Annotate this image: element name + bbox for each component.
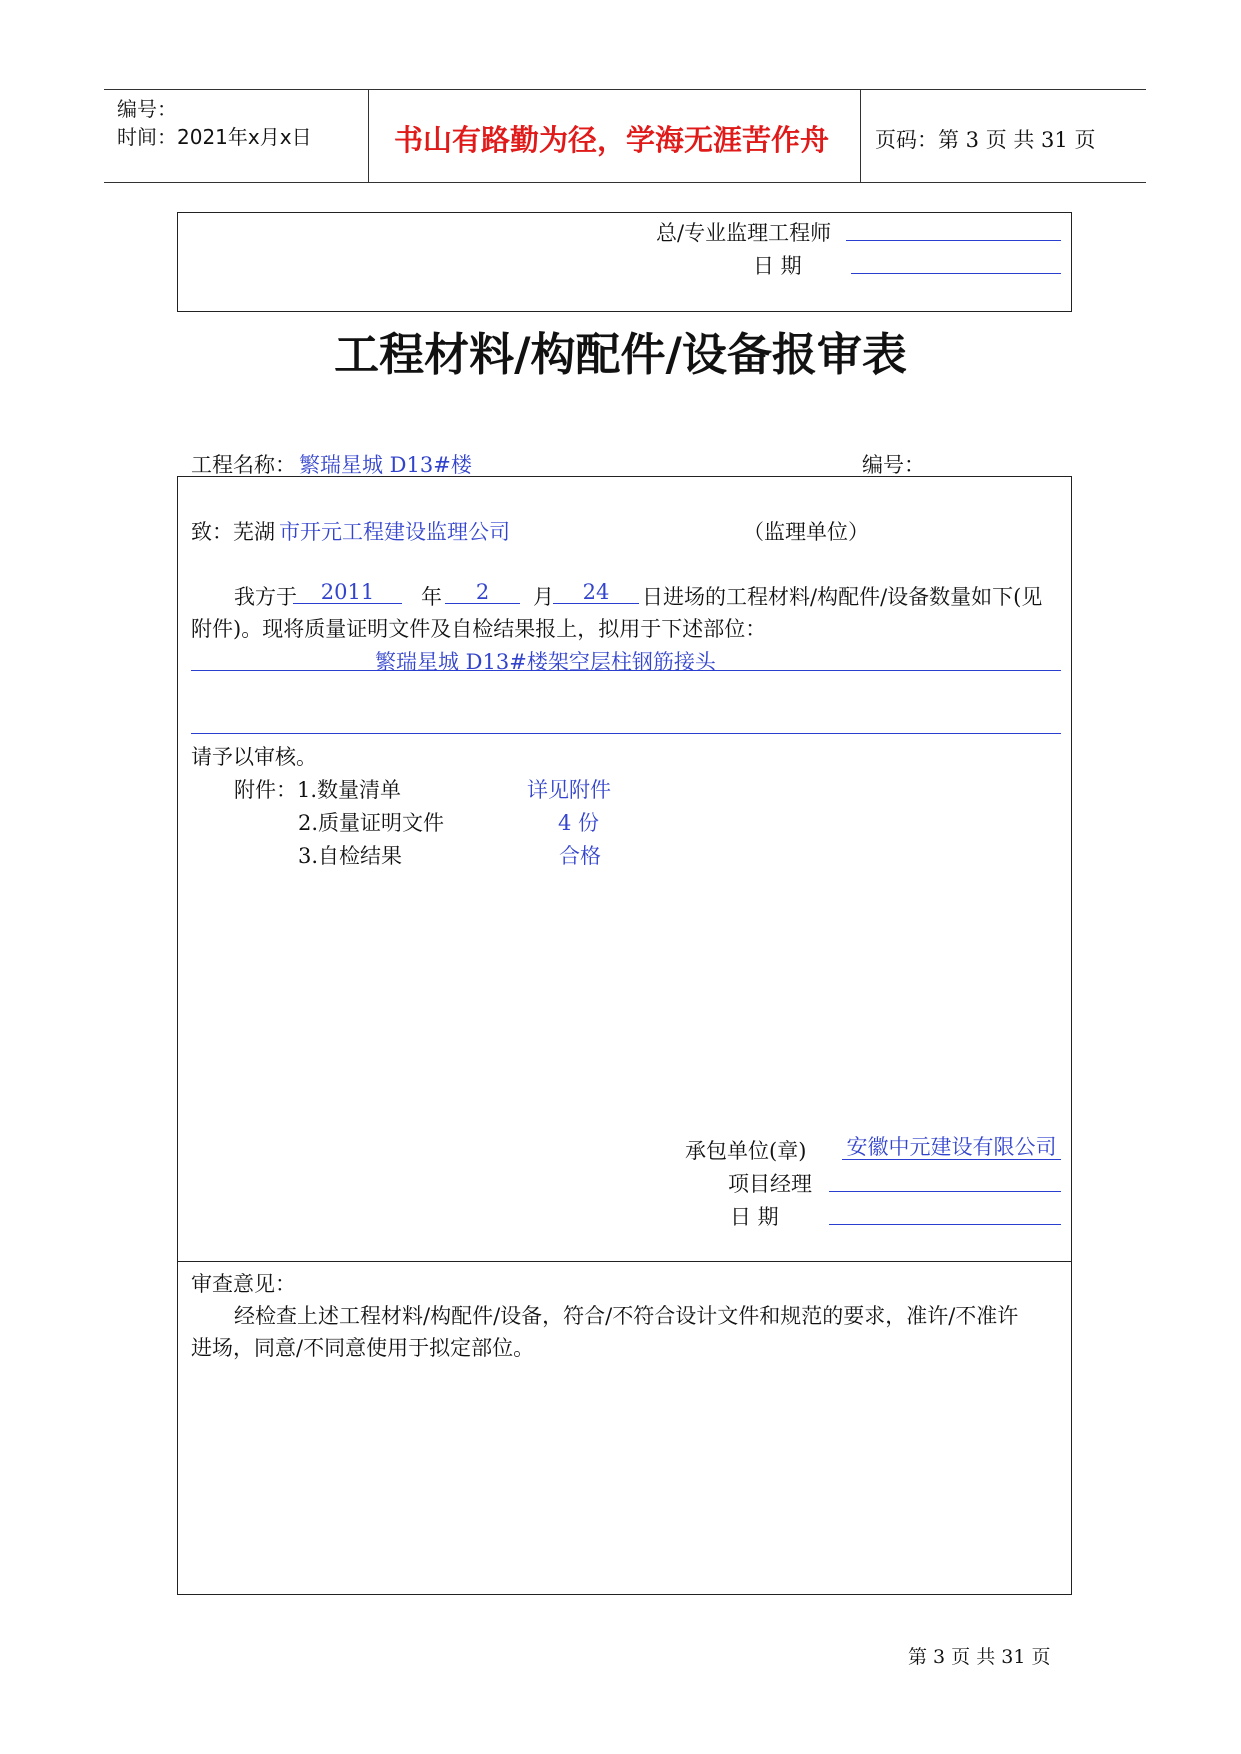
contractor-date-line[interactable] — [829, 1224, 1061, 1225]
location-value: 繁瑞星城 D13#楼架空层柱钢筋接头 — [375, 650, 716, 674]
contractor-label: 承包单位(章) — [685, 1139, 807, 1163]
review-line-1: 经检查上述工程材料/构配件/设备，符合/不符合设计文件和规范的要求，准许/不准许 — [234, 1304, 1019, 1328]
location-line-1[interactable] — [191, 670, 1061, 671]
header-divider-left — [368, 89, 369, 182]
attachment-1-value: 详见附件 — [527, 778, 611, 802]
arrival-year[interactable]: 2011 — [293, 581, 402, 604]
attachment-2-value: 4 份 — [558, 811, 600, 835]
attachment-2-label: 2.质量证明文件 — [298, 811, 445, 835]
header-number-label: 编号： — [117, 97, 177, 121]
location-line-2[interactable] — [191, 733, 1061, 734]
manager-line[interactable] — [829, 1191, 1061, 1192]
review-heading: 审查意见： — [191, 1272, 296, 1296]
para-day-suffix: 日进场的工程材料/构配件/设备数量如下(见 — [642, 585, 1043, 609]
addressee-company: 市开元工程建设监理公司 — [279, 520, 510, 544]
attachment-3-value: 合格 — [559, 844, 601, 868]
header-page-label: 页码：第 3 页 共 31 页 — [875, 128, 1096, 152]
supervisor-engineer-line[interactable] — [846, 240, 1061, 241]
year-label: 年 — [421, 585, 442, 609]
supervisor-box — [177, 212, 1072, 312]
contractor-date-label: 日 期 — [730, 1205, 779, 1229]
review-divider — [178, 1261, 1071, 1262]
addressee-suffix: （监理单位） — [743, 520, 869, 544]
header-bottom-rule — [104, 182, 1146, 183]
attachment-3-label: 3.自检结果 — [298, 844, 403, 868]
addressee-prefix: 致：芜湖 — [191, 520, 275, 544]
para-prefix: 我方于 — [234, 585, 297, 609]
header-top-rule — [104, 89, 1146, 90]
contractor-value[interactable]: 安徽中元建设有限公司 — [842, 1135, 1061, 1160]
review-line-2: 进场，同意/不同意使用于拟定部位。 — [191, 1336, 535, 1360]
page-title: 工程材料/构配件/设备报审表 — [334, 328, 907, 381]
arrival-month[interactable]: 2 — [445, 581, 520, 604]
request-text: 请予以审核。 — [191, 745, 317, 769]
supervisor-engineer-label: 总/专业监理工程师 — [656, 221, 832, 245]
supervisor-date-label: 日 期 — [753, 254, 802, 278]
header-time-label: 时间：2021年x月x日 — [117, 125, 312, 149]
arrival-day[interactable]: 24 — [553, 581, 639, 604]
supervisor-date-line[interactable] — [851, 273, 1061, 274]
attachment-1-label: 附件：1.数量清单 — [234, 778, 402, 802]
header-divider-right — [860, 89, 861, 182]
header-motto: 书山有路勤为径，学海无涯苦作舟 — [394, 123, 830, 157]
para-line2: 附件)。现将质量证明文件及自检结果报上，拟用于下述部位： — [191, 617, 767, 641]
footer-page-number: 第 3 页 共 31 页 — [908, 1646, 1051, 1668]
form-box — [177, 476, 1072, 1595]
project-name-value: 繁瑞星城 D13#楼 — [299, 453, 472, 477]
manager-label: 项目经理 — [728, 1172, 812, 1196]
project-name-label: 工程名称： — [191, 453, 296, 477]
month-label: 月 — [533, 585, 554, 609]
project-number-label: 编号： — [862, 453, 925, 477]
